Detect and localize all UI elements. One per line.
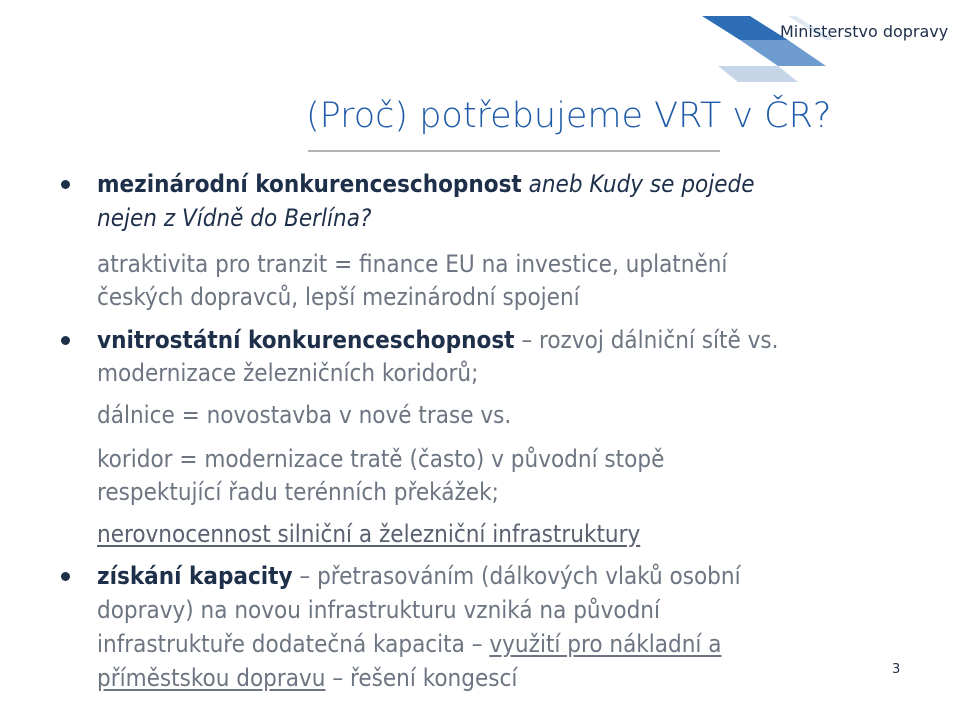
bullet-2-sub-line-1: dálnice = novostavba v nové trase vs. (97, 401, 512, 429)
bullet-3-line-4-b: – řešení kongescí (325, 664, 518, 692)
slide-title: (Proč) potřebujeme VRT v ČR? (306, 96, 832, 136)
bullet-1-sub-line-2: českých dopravců, lepší mezinárodní spojení (97, 283, 580, 311)
bullet-icon (61, 572, 70, 581)
bullet-3-line-3-a: infrastruktuře dodatečná kapacita – (97, 630, 490, 658)
bullet-1-line-1 (97, 168, 755, 200)
bullet-3-line-4-a: příměstskou dopravu (97, 664, 326, 692)
title-divider (308, 150, 720, 152)
bullet-2-rest: – rozvoj dálniční sítě vs. (514, 326, 779, 354)
bullet-2-bold: vnitrostátní konkurenceschopnost (97, 326, 515, 354)
bullet-1-sub-line-1: atraktivita pro tranzit = finance EU na investice, uplatnění (97, 250, 728, 278)
bullet-3-bold: získání kapacity (97, 562, 293, 590)
bullet-icon (61, 180, 70, 189)
bullet-3-line-1 (97, 560, 741, 592)
bullet-1-italic: aneb Kudy se pojede (521, 170, 755, 198)
bullet-3-rest: – přetrasováním (dálkových vlaků osobní (292, 562, 741, 590)
bullet-3-line-2: dopravy) na novou infrastrukturu vzniká na původní (97, 596, 660, 624)
bullet-2-line-1 (97, 324, 779, 356)
bullet-2-sub-line-4: nerovnocennost silniční a železniční infrastruktury (97, 520, 641, 548)
bullet-3-line-3 (97, 628, 722, 660)
bullet-3-line-3-b: využití pro nákladní a (489, 630, 722, 658)
bullet-2-sub-line-2: koridor = modernizace tratě (často) v původní stopě (97, 445, 665, 473)
bullet-3-line-4 (97, 662, 517, 694)
logo-text: Ministerstvo dopravy (780, 22, 949, 41)
bullet-icon (61, 336, 70, 345)
bullet-2-sub-line-3: respektující řadu terénních překážek; (97, 478, 499, 506)
bullet-1-line-2: nejen z Vídně do Berlína? (97, 204, 372, 232)
bullet-2-line-2: modernizace železničních koridorů; (97, 359, 479, 387)
page-number: 3 (892, 662, 901, 677)
bullet-1-bold: mezinárodní konkurenceschopnost (97, 170, 522, 198)
